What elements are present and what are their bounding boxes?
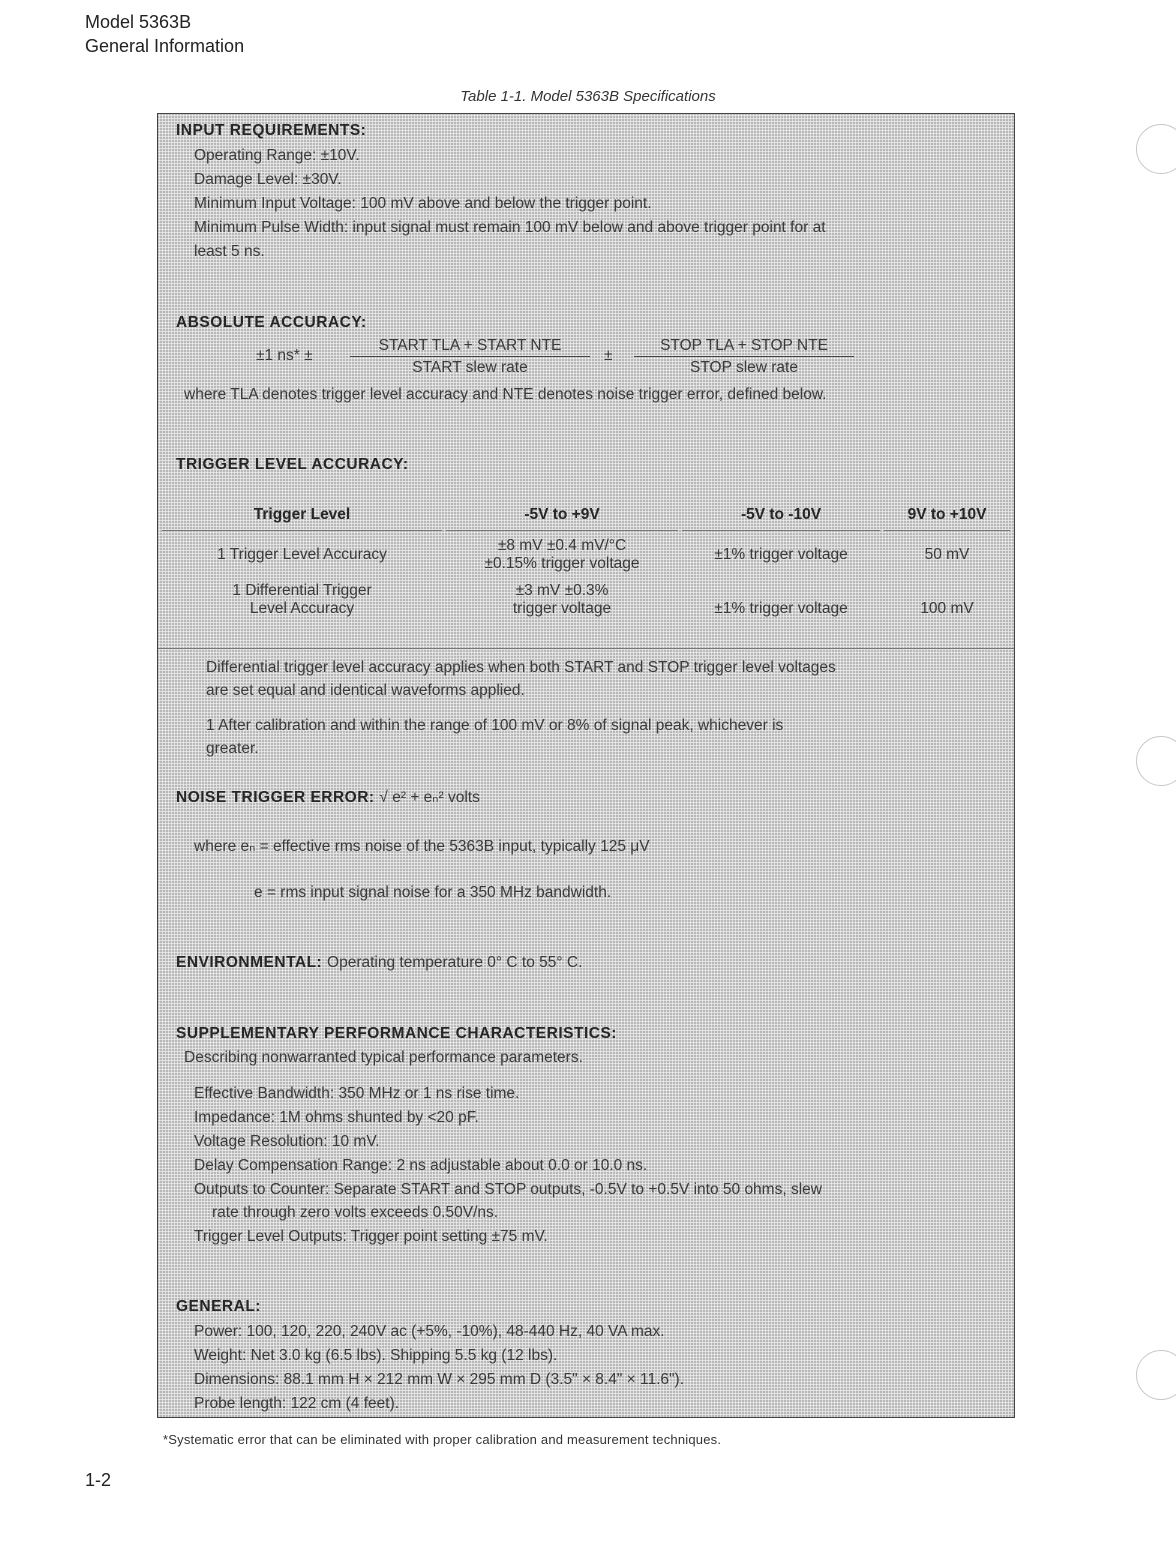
noise-line: where eₙ = effective rms noise of the 5363B input, typically 125 μV xyxy=(194,838,650,855)
page-number: 1-2 xyxy=(85,1470,112,1490)
general-item: Dimensions: 88.1 mm H × 212 mm W × 295 mm D (3.5" × 8.4" × 11.6"). xyxy=(194,1371,685,1388)
trigger-level-accuracy-heading: TRIGGER LEVEL ACCURACY: xyxy=(176,456,409,473)
col-range-3: 9V to +10V xyxy=(884,500,1010,531)
header-section: General Information xyxy=(85,36,245,56)
spec-table xyxy=(157,113,1015,1418)
page-header xyxy=(85,10,244,58)
table-row xyxy=(162,534,1010,576)
general-heading: GENERAL: xyxy=(176,1298,261,1315)
environmental-heading xyxy=(176,954,582,972)
start-numerator: START TLA + START NTE xyxy=(350,337,590,357)
trigger-note: Differential trigger level accuracy applies when both START and STOP trigger level voltages xyxy=(206,659,836,676)
supp-item: Voltage Resolution: 10 mV. xyxy=(194,1133,380,1150)
trigger-note: 1 After calibration and within the range of 100 mV or 8% of signal peak, whichever is xyxy=(206,717,784,734)
cell-line: ±0.15% trigger voltage xyxy=(484,555,640,572)
cell-line: ±3 mV ±0.3% xyxy=(515,582,609,599)
cell: 100 mV xyxy=(920,599,974,617)
general-item: Probe length: 122 cm (4 feet). xyxy=(194,1395,400,1412)
supplementary-heading: SUPPLEMENTARY PERFORMANCE CHARACTERISTICS: xyxy=(176,1025,617,1042)
binder-hole xyxy=(1136,736,1176,786)
input-req-item: Damage Level: ±30V. xyxy=(194,171,342,188)
start-denominator: START slew rate xyxy=(412,359,528,376)
input-req-item: Operating Range: ±10V. xyxy=(194,147,360,164)
input-requirements-heading: INPUT REQUIREMENTS: xyxy=(176,122,367,139)
noise-formula: √ e² + eₙ² volts xyxy=(379,789,480,806)
supp-item: Effective Bandwidth: 350 MHz or 1 ns rise time. xyxy=(194,1085,520,1102)
cell: ±1% trigger voltage xyxy=(714,546,848,563)
accuracy-prefix: ±1 ns* ± xyxy=(256,347,313,364)
col-range-2: -5V to -10V xyxy=(682,500,880,531)
binder-hole xyxy=(1136,124,1176,174)
binder-hole xyxy=(1136,1350,1176,1400)
stop-fraction xyxy=(634,337,854,377)
general-item: Weight: Net 3.0 kg (6.5 lbs). Shipping 5.5 kg (12 lbs). xyxy=(194,1347,558,1364)
noise-line: e = rms input signal noise for a 350 MHz bandwidth. xyxy=(254,884,612,901)
start-fraction xyxy=(350,337,590,377)
trigger-level-table xyxy=(158,497,1014,624)
trigger-note: greater. xyxy=(206,740,259,757)
cell xyxy=(446,534,678,576)
table-divider xyxy=(158,648,1014,649)
absolute-accuracy-heading: ABSOLUTE ACCURACY: xyxy=(176,314,367,331)
trigger-note: are set equal and identical waveforms applied. xyxy=(206,682,525,699)
noise-trigger-error-heading xyxy=(176,788,480,807)
input-req-item: least 5 ns. xyxy=(194,243,265,260)
cell: ±1% trigger voltage xyxy=(714,599,848,617)
supplementary-intro: Describing nonwarranted typical performance parameters. xyxy=(184,1049,583,1066)
input-req-item: Minimum Pulse Width: input signal must remain 100 mV below and above trigger point for at xyxy=(194,219,826,236)
accuracy-note: where TLA denotes trigger level accuracy and NTE denotes noise trigger error, defined below. xyxy=(184,386,827,403)
header-model: Model 5363B xyxy=(85,12,192,32)
table-caption: Table 1-1. Model 5363B Specifications xyxy=(460,88,716,105)
col-range-1: -5V to +9V xyxy=(446,500,678,531)
cell-line: trigger voltage xyxy=(512,600,612,617)
supp-item: rate through zero volts exceeds 0.50V/ns. xyxy=(212,1204,499,1221)
environmental-title: ENVIRONMENTAL: xyxy=(176,954,323,971)
cell-line: ±8 mV ±0.4 mV/°C xyxy=(497,537,627,554)
supp-item: Trigger Level Outputs: Trigger point setting ±75 mV. xyxy=(194,1228,548,1245)
cell-line: 1 Differential Trigger xyxy=(232,582,372,599)
supp-item: Outputs to Counter: Separate START and STOP outputs, -0.5V to +0.5V into 50 ohms, slew xyxy=(194,1181,822,1198)
row-label: 1 Trigger Level Accuracy xyxy=(217,546,387,563)
stop-numerator: STOP TLA + STOP NTE xyxy=(634,337,854,357)
environmental-text: Operating temperature 0° C to 55° C. xyxy=(327,954,583,971)
col-trigger-level: Trigger Level xyxy=(162,500,442,531)
table-row xyxy=(162,579,1010,621)
supp-item: Delay Compensation Range: 2 ns adjustable about 0.0 or 10.0 ns. xyxy=(194,1157,648,1174)
general-item: Power: 100, 120, 220, 240V ac (+5%, -10%), 48-440 Hz, 40 VA max. xyxy=(194,1323,665,1340)
cell xyxy=(446,579,678,621)
cell-line: Level Accuracy xyxy=(249,600,355,617)
noise-title: NOISE TRIGGER ERROR: xyxy=(176,789,375,806)
stop-denominator: STOP slew rate xyxy=(690,359,798,376)
table-header-row xyxy=(162,500,1010,531)
input-req-item: Minimum Input Voltage: 100 mV above and below the trigger point. xyxy=(194,195,652,212)
row-label xyxy=(162,579,442,621)
plus-minus-sign: ± xyxy=(604,347,613,364)
footnote: *Systematic error that can be eliminated with proper calibration and measurement techniques. xyxy=(163,1432,722,1447)
cell: 50 mV xyxy=(924,546,970,563)
supp-item: Impedance: 1M ohms shunted by <20 pF. xyxy=(194,1109,479,1126)
